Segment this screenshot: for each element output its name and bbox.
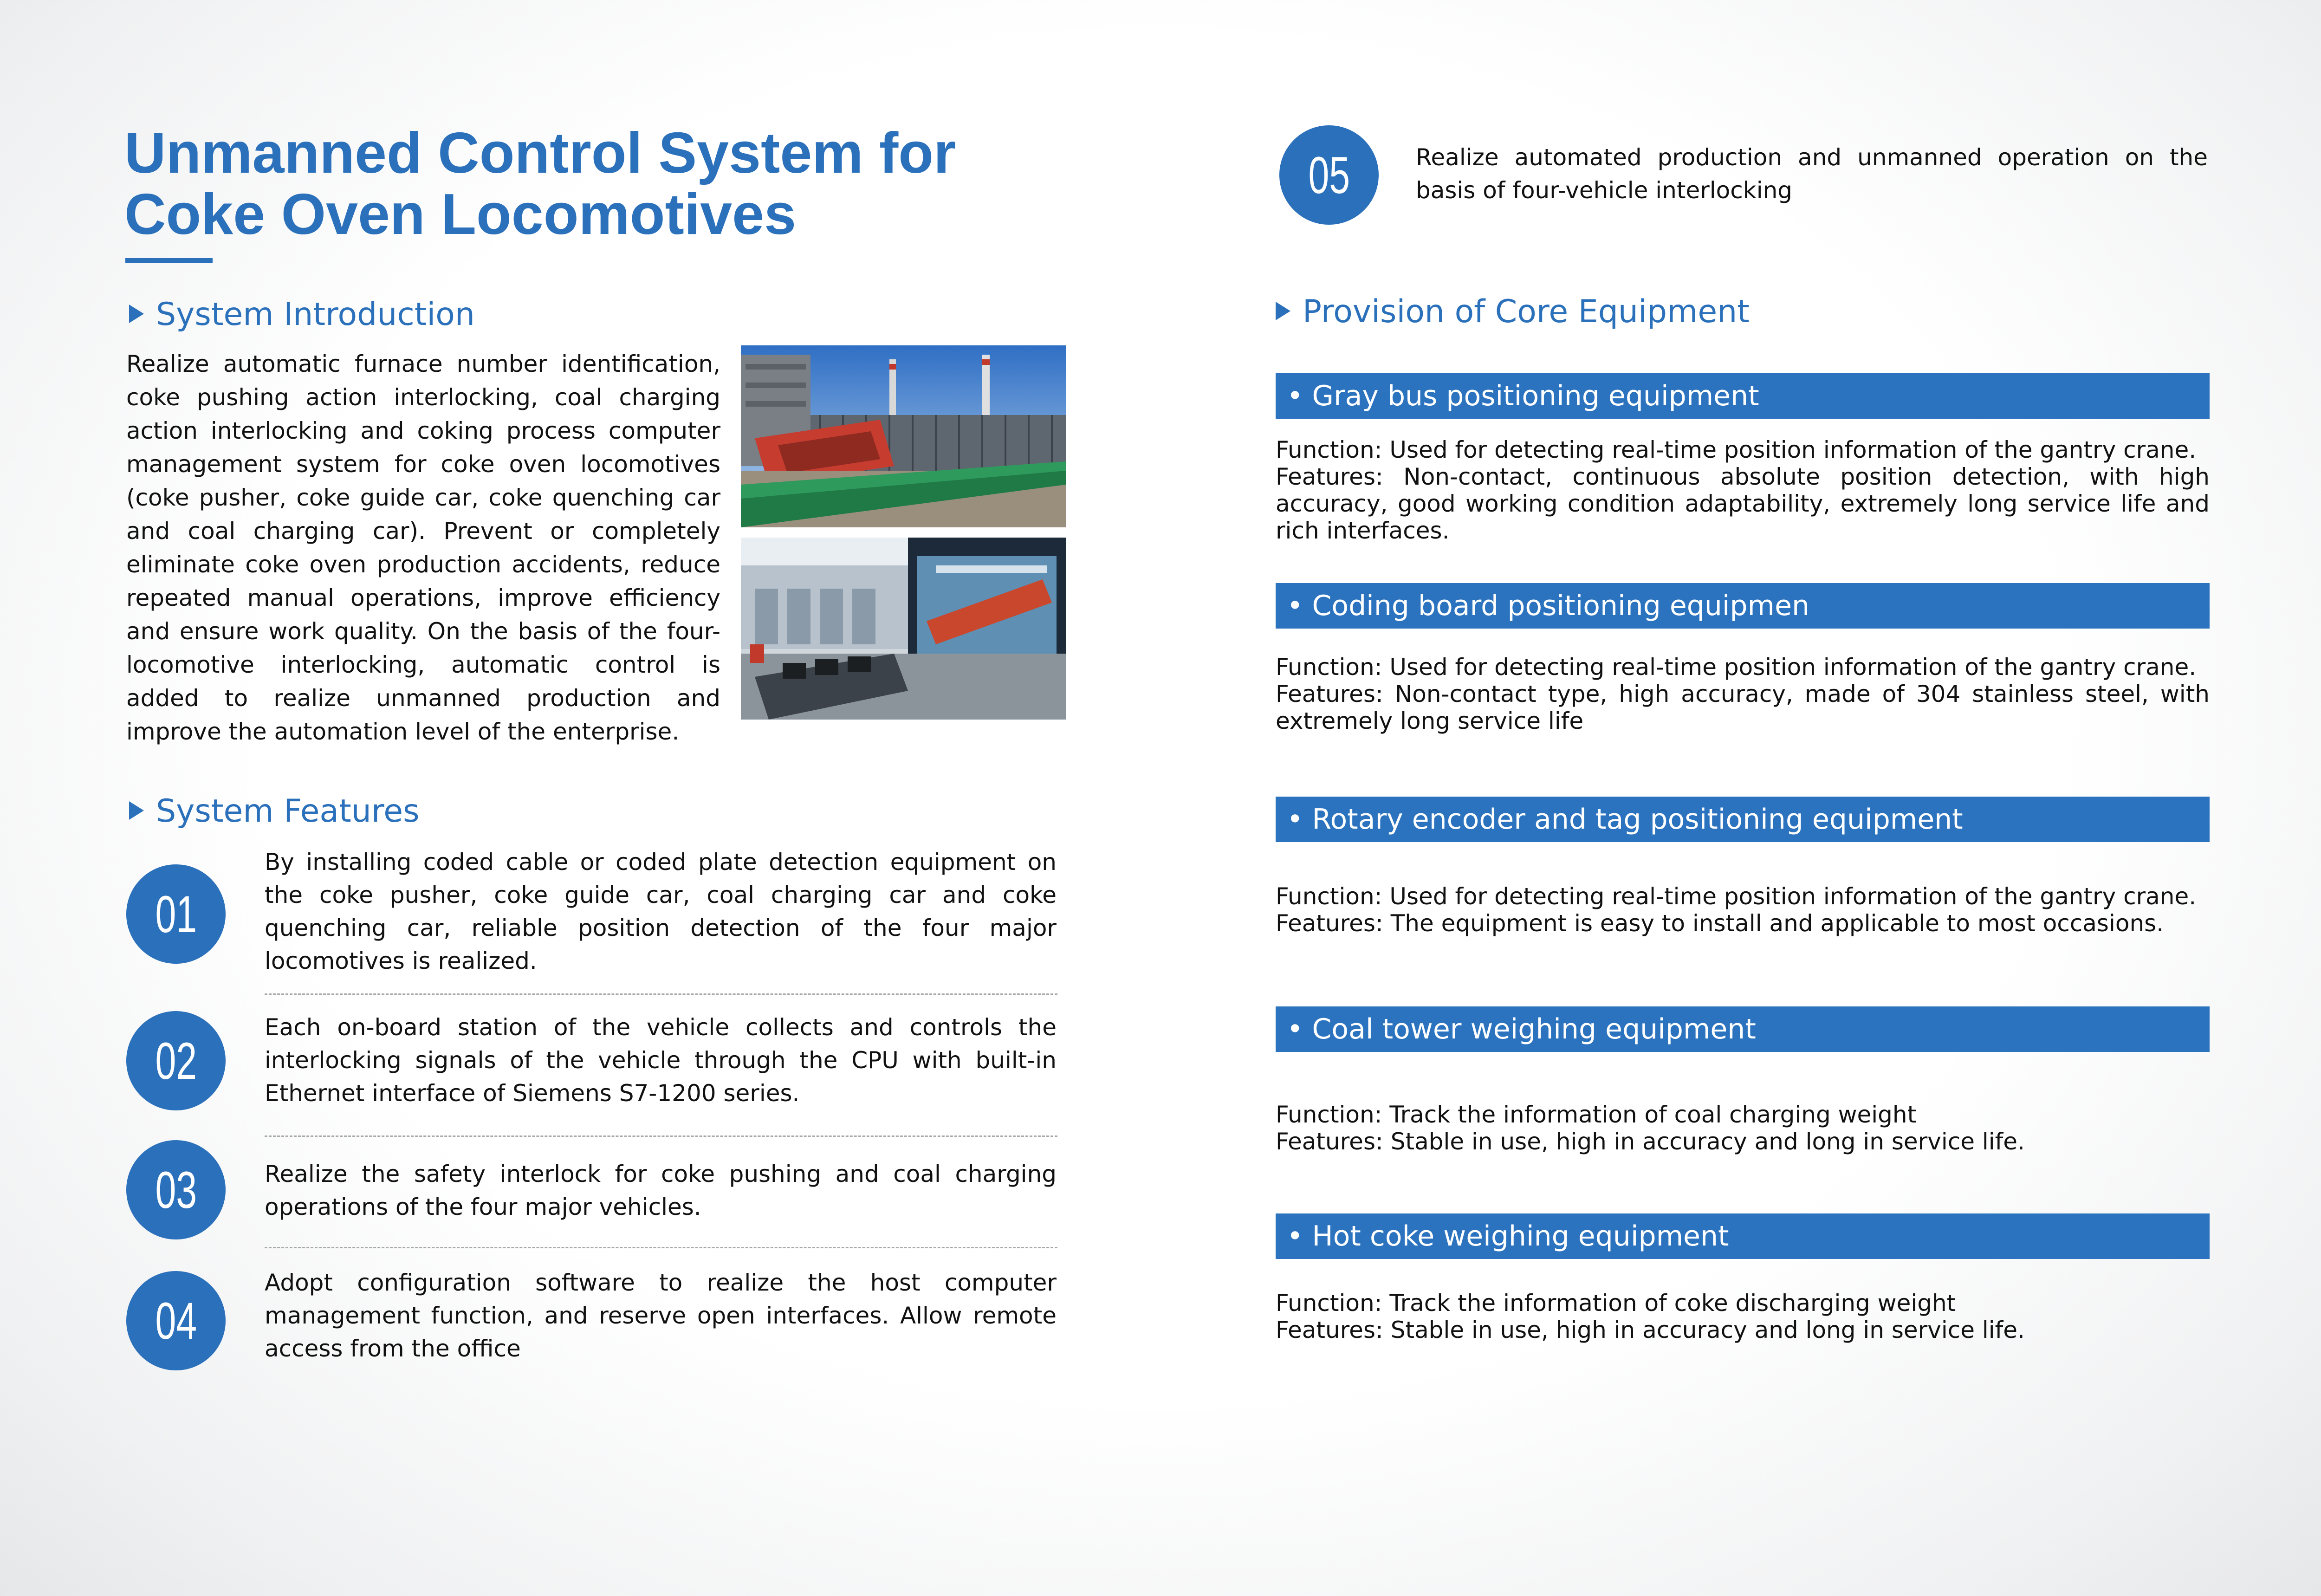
equipment-description — [1276, 883, 2210, 937]
coke-oven-plant-photo — [741, 345, 1066, 527]
triangle-bullet-icon — [129, 305, 144, 323]
equipment-description — [1276, 654, 2210, 734]
feature-number-badge: 02 — [126, 1011, 226, 1110]
feature-divider — [265, 1135, 1057, 1137]
introduction-text: Realize automatic furnace number identification, coke pushing action interlocking, coal charging action interlocking and coking process computer management system for coke oven locomotives (coke pusher, coke guide car, coke quenching car and coal charging car). Prevent or completely eliminate coke oven production accidents, reduce repeated manual operations, improve efficiency and ensure work quality. On the basis of the four-locomotive interlocking, automatic control is added to realize unmanned production and improve the automation level of the enterprise. — [126, 350, 720, 745]
equipment-function: Function: Track the information of coal charging weight — [1276, 1101, 1917, 1128]
equipment-function: Function: Used for detecting real-time position information of the gantry crane. — [1276, 654, 2197, 681]
equipment-features: Features: The equipment is easy to install and applicable to most occasions. — [1276, 910, 2164, 937]
feature-text: Realize the safety interlock for coke pushing and coal charging operations of the four major vehicles. — [265, 1161, 1057, 1220]
equipment-header-bar: • Hot coke weighing equipment — [1276, 1213, 2210, 1259]
equipment-header-bar: • Coal tower weighing equipment — [1276, 1006, 2210, 1052]
equipment-function: Function: Used for detecting real-time position information of the gantry crane. — [1276, 883, 2197, 910]
feature-text: By installing coded cable or coded plate detection equipment on the coke pusher, coke guide car, coal charging car and coke quenching car, reliable position detection of the four major locomotives is realized. — [265, 849, 1057, 974]
equipment-function: Function: Track the information of coke discharging weight — [1276, 1290, 1956, 1317]
equipment-features: Features: Non-contact, continuous absolute position detection, with high accuracy, good working condition adaptability, extremely long service life and rich interfaces. — [1276, 463, 2210, 544]
title-underline — [125, 258, 213, 263]
feature-number-badge: 04 — [126, 1271, 226, 1370]
feature-text: Adopt configuration software to realize the host computer management function, and reserve open interfaces. Allow remote access from the office — [265, 1269, 1057, 1362]
control-room-photo — [741, 538, 1066, 720]
equipment-header-bar: • Coding board positioning equipmen — [1276, 583, 2210, 629]
feature-number-badge: 05 — [1279, 125, 1379, 225]
equipment-function: Function: Used for detecting real-time position information of the gantry crane. — [1276, 436, 2197, 463]
triangle-bullet-icon — [129, 801, 144, 820]
section-heading-introduction: System Introduction — [129, 296, 475, 333]
equipment-description — [1276, 1101, 2210, 1155]
equipment-features: Features: Stable in use, high in accuracy and long in service life. — [1276, 1317, 2025, 1343]
equipment-header-bar: • Gray bus positioning equipment — [1276, 373, 2210, 419]
feature-divider — [265, 1247, 1057, 1248]
equipment-header-bar: • Rotary encoder and tag positioning equipment — [1276, 797, 2210, 842]
page-title-line-1: Unmanned Control System for — [124, 121, 956, 185]
feature-number-badge: 03 — [126, 1140, 226, 1239]
triangle-bullet-icon — [1276, 302, 1290, 320]
feature-text: Each on-board station of the vehicle collects and controls the interlocking signals of the vehicle through the CPU with built-in Ethernet interface of Siemens S7-1200 series. — [265, 1014, 1057, 1107]
feature-text: Realize automated production and unmanned operation on the basis of four-vehicle interlocking — [1416, 144, 2208, 204]
page-title-line-2: Coke Oven Locomotives — [124, 182, 797, 247]
section-heading-core-equipment: Provision of Core Equipment — [1276, 293, 1750, 331]
equipment-features: Features: Stable in use, high in accuracy and long in service life. — [1276, 1128, 2025, 1155]
equipment-description — [1276, 1290, 2210, 1343]
feature-divider — [265, 993, 1057, 995]
section-heading-features: System Features — [129, 793, 420, 830]
equipment-features: Features: Non-contact type, high accuracy, made of 304 stainless steel, with extremely long service life — [1276, 681, 2210, 734]
feature-number-badge: 01 — [126, 864, 226, 964]
equipment-description — [1276, 436, 2210, 544]
